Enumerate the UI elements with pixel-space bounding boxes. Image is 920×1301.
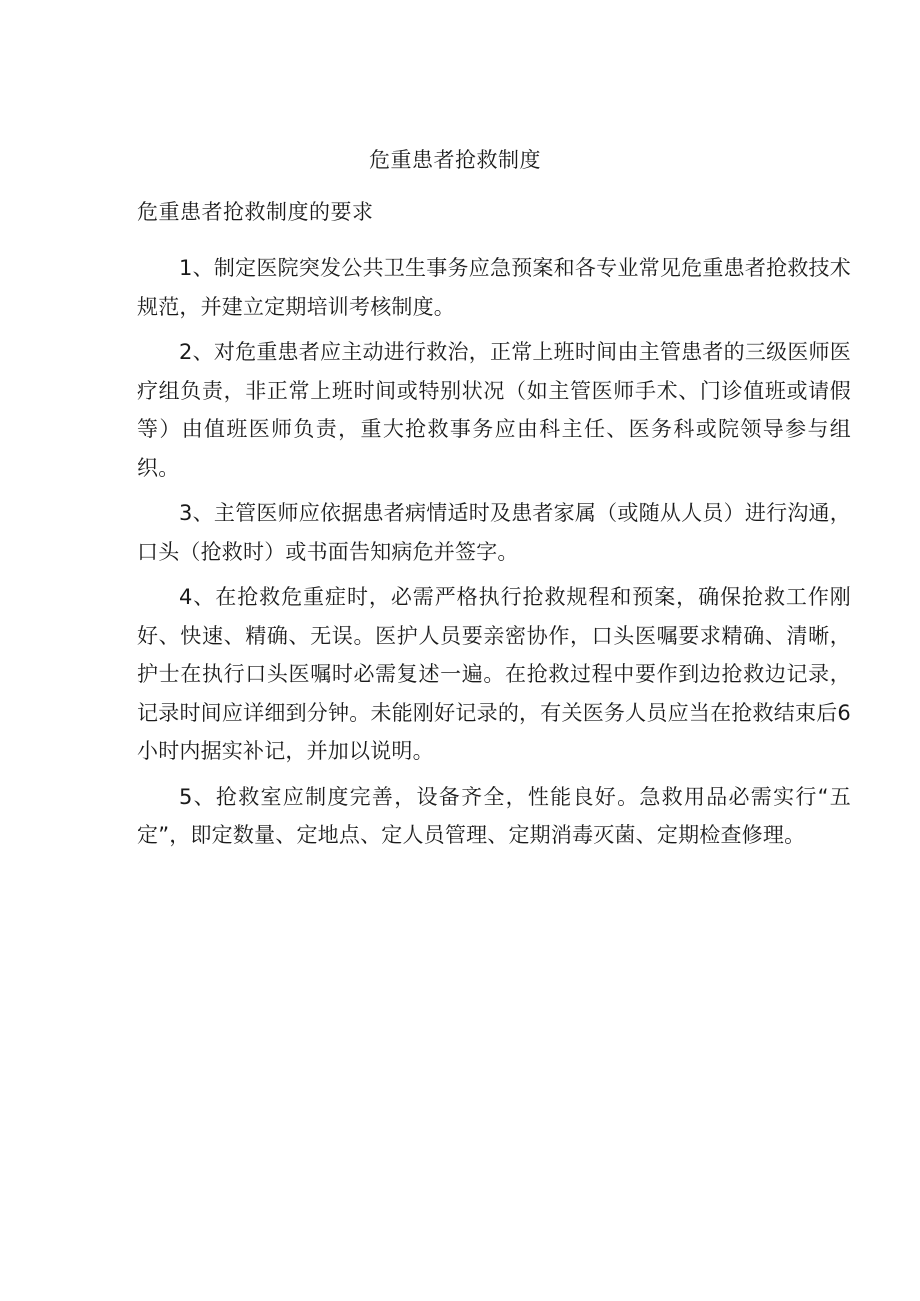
paragraph-2: 2、对危重患者应主动进行救治，正常上班时间由主管患者的三级医师医疗组负责，非正常上班时间或特别状况（如主管医师手术、门诊值班或请假等）由值班医师负责，重大抢救事务应由科主任、医务科或院领导参与组织。	[137, 340, 851, 480]
paragraph-3: 3、主管医师应依据患者病情适时及患者家属（或随从人员）进行沟通，口头（抢救时）或书面告知病危并签字。	[137, 501, 851, 564]
paragraph-4: 4、在抢救危重症时，必需严格执行抢救规程和预案，确保抢救工作刚好、快速、精确、无误。医护人员要亲密协作，口头医嘱要求精确、清晰，护士在执行口头医嘱时必需复述一遍。在抢救过程中要作到边抢救边记录，记录时间应详细到分钟。未能刚好记录的，有关医务人员应当在抢救结束后6小时内据实补记，并加以说明。	[137, 585, 851, 763]
document-subtitle: 危重患者抢救制度的要求	[137, 200, 374, 224]
paragraph-5: 5、抢救室应制度完善，设备齐全，性能良好。急救用品必需实行“五定”，即定数量、定地点、定人员管理、定期消毒灭菌、定期检查修理。	[137, 784, 851, 847]
paragraph-1: 1、制定医院突发公共卫生事务应急预案和各专业常见危重患者抢救技术规范，并建立定期培训考核制度。	[137, 256, 851, 319]
document-title: 危重患者抢救制度	[369, 148, 541, 172]
document-body	[137, 249, 851, 862]
